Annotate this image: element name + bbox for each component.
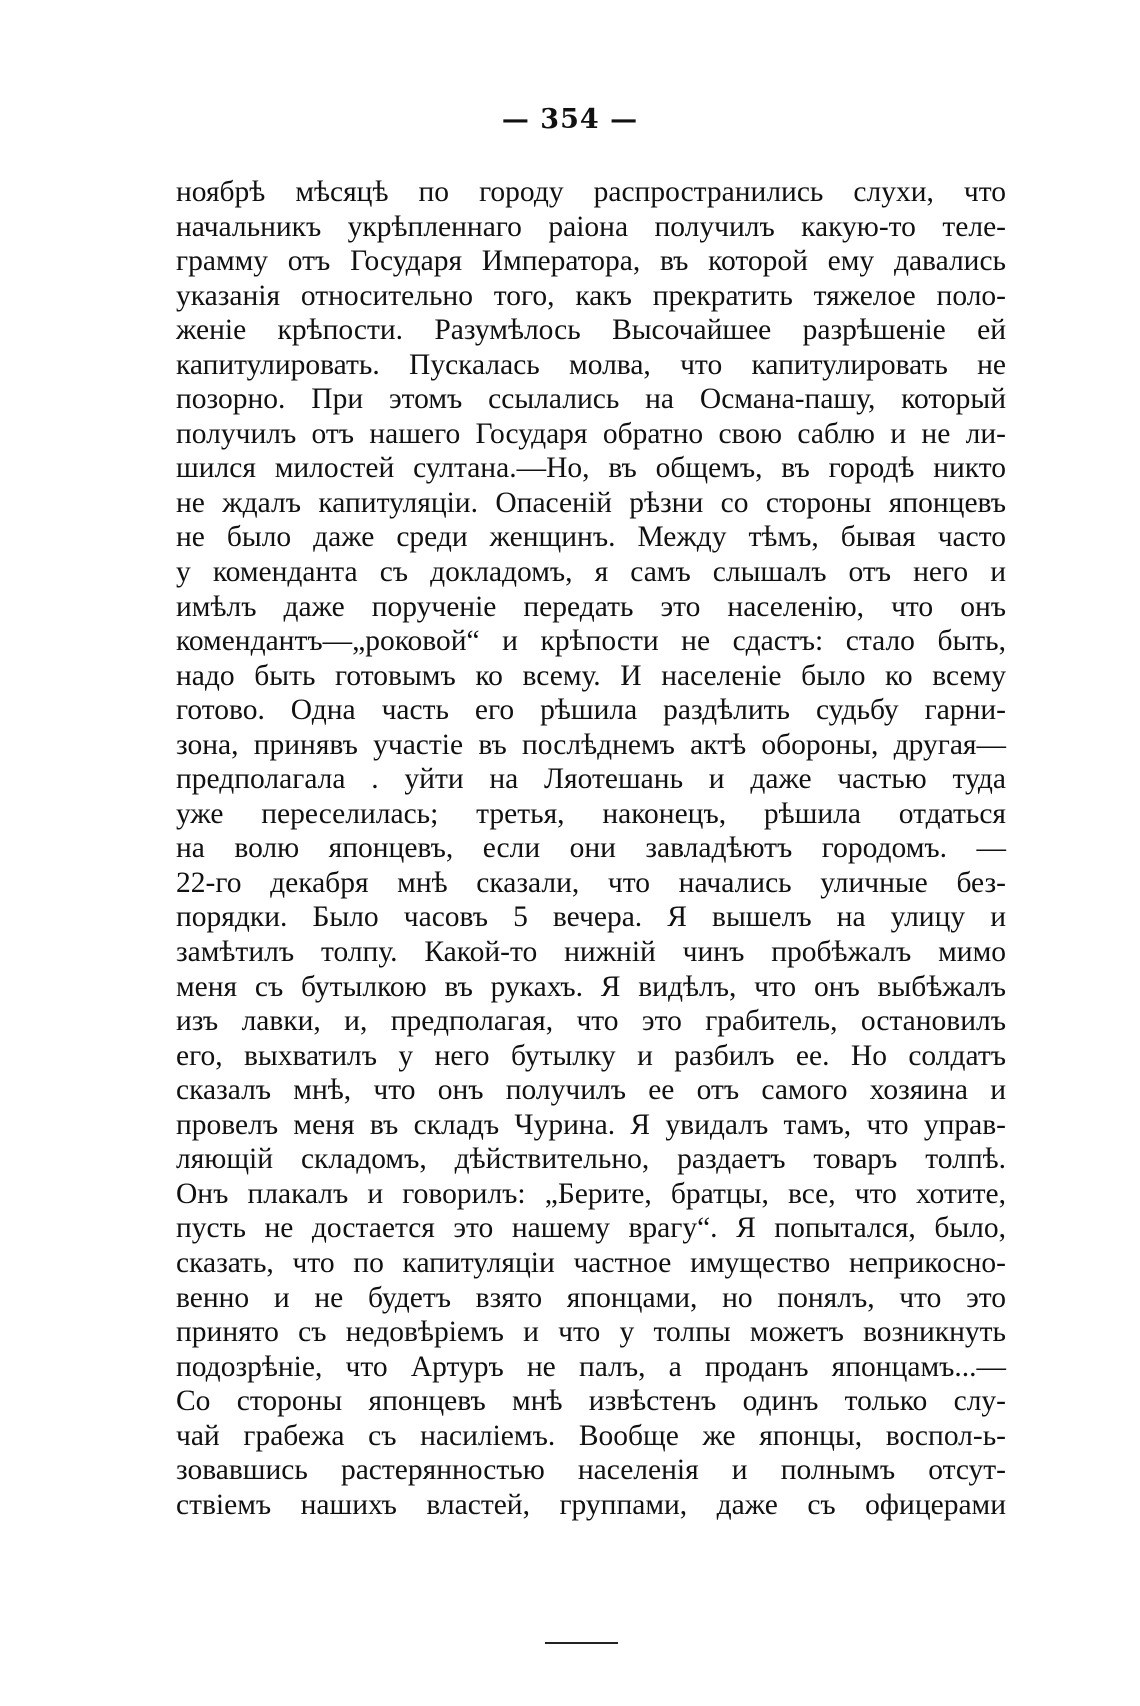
text-line: ноябрѣ мѣсяцѣ по городу распространились слухи, что [176, 176, 1006, 208]
text-line: принято съ недовѣріемъ и что у толпы можетъ возникнуть [176, 1316, 1006, 1349]
text-line: указанія относительно того, какъ прекратить тяжелое поло- [176, 279, 1006, 312]
page-number: — 354 — [501, 104, 639, 135]
text-line: у коменданта съ докладомъ, я самъ слышалъ отъ него и [176, 556, 1006, 589]
text-line: не ждалъ капитуляціи. Опасеній рѣзни со стороны японцевъ [176, 486, 1006, 519]
text-line: женіе крѣпости. Разумѣлось Высочайшее разрѣшеніе ей [176, 314, 1006, 347]
text-line: чай грабежа съ насиліемъ. Вообще же японцы, воспол-ь- [176, 1419, 1006, 1452]
text-line: позорно. При этомъ ссылались на Османа-пашу, который [176, 383, 1006, 416]
text-line: начальникъ укрѣпленнаго раіона получилъ какую-то теле- [176, 210, 1006, 243]
text-line: замѣтилъ толпу. Какой-то нижній чинъ пробѣжалъ мимо [176, 936, 1006, 969]
text-line: готово. Одна часть его рѣшила раздѣлить судьбу гарни- [176, 694, 1006, 727]
text-line: ствіемъ нашихъ властей, группами, даже съ офицерами [176, 1488, 1006, 1521]
text-line: зона, принявъ участіе въ послѣднемъ актѣ обороны, другая— [176, 728, 1006, 761]
text-line: пусть не достается это нашему врагу“. Я попытался, было, [176, 1212, 1006, 1245]
text-line: венно и не будетъ взято японцами, но понялъ, что это [176, 1281, 1006, 1314]
text-line: не было даже среди женщинъ. Между тѣмъ, бывая часто [176, 521, 1006, 554]
text-line: провелъ меня въ складъ Чурина. Я увидалъ тамъ, что управ- [176, 1108, 1006, 1141]
text-line: на волю японцевъ, если они завладѣютъ городомъ. — [176, 832, 1006, 865]
text-line: сказалъ мнѣ, что онъ получилъ ее отъ самого хозяина и [176, 1074, 1006, 1107]
text-line: Со стороны японцевъ мнѣ извѣстенъ одинъ только слу- [176, 1385, 1006, 1418]
text-line: шился милостей султана.—Но, въ общемъ, въ городѣ никто [176, 452, 1006, 485]
footer-rule [545, 1642, 618, 1644]
text-line: грамму отъ Государя Императора, въ которой ему давались [176, 245, 1006, 278]
text-line: Онъ плакалъ и говорилъ: „Берите, братцы, все, что хотите, [176, 1177, 1006, 1210]
text-line: имѣлъ даже порученіе передать это населенію, что онъ [176, 590, 1006, 623]
text-line: порядки. Было часовъ 5 вечера. Я вышелъ на улицу и [176, 901, 1006, 934]
text-line: надо быть готовымъ ко всему. И населеніе было ко всему [176, 659, 1006, 692]
text-line: комендантъ—„роковой“ и крѣпости не сдастъ: стало быть, [176, 625, 1006, 658]
text-line: изъ лавки, и, предполагая, что это грабитель, остановилъ [176, 1005, 1006, 1038]
text-line: сказать, что по капитуляціи частное имущество неприкосно- [176, 1246, 1006, 1279]
text-line: получилъ отъ нашего Государя обратно свою саблю и не ли- [176, 417, 1006, 450]
text-line: зовавшись растерянностью населенія и полнымъ отсут- [176, 1454, 1006, 1487]
text-line: его, выхватилъ у него бутылку и разбилъ ее. Но солдатъ [176, 1039, 1006, 1072]
text-line: капитулировать. Пускалась молва, что капитулировать не [176, 348, 1006, 381]
text-line: меня съ бутылкою въ рукахъ. Я видѣлъ, что онъ выбѣжалъ [176, 970, 1006, 1003]
text-line: предполагала . уйти на Ляотешань и даже частью туда [176, 763, 1006, 796]
text-line: уже переселилась; третья, наконецъ, рѣшила отдаться [176, 797, 1006, 830]
text-line: ляющій складомъ, дѣйствительно, раздаетъ товаръ толпѣ. [176, 1143, 1006, 1176]
text-line: подозрѣніе, что Артуръ не палъ, а проданъ японцамъ...— [176, 1350, 1006, 1383]
body-text [176, 175, 1006, 1522]
text-line: 22-го декабря мнѣ сказали, что начались уличные без- [176, 866, 1006, 899]
